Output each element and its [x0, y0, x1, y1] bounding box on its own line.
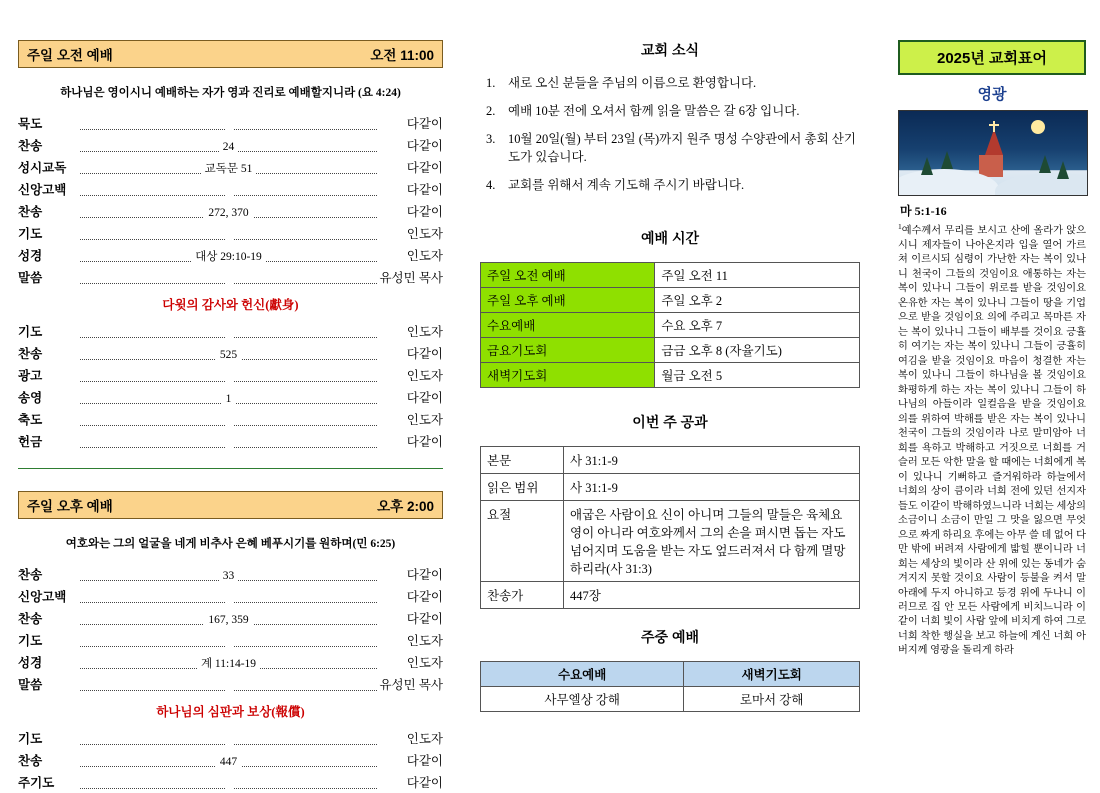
table-row	[18, 320, 443, 342]
table-row	[18, 408, 443, 430]
snow-hill-right	[995, 173, 1088, 196]
table-row	[18, 430, 443, 452]
table-row	[18, 695, 443, 727]
news-number: 1.	[486, 76, 496, 90]
afternoon-service-verse: 여호와는 그의 얼굴을 네게 비추사 은혜 베푸시기를 원하며(민 6:25)	[65, 538, 396, 550]
order-who: 유성민 목사	[379, 678, 443, 692]
motto-banner: 2025년 교회표어	[898, 40, 1086, 75]
column-services	[18, 40, 443, 793]
midweek-title: 주중 예배	[641, 628, 699, 645]
lesson-value: 사 31:1-9	[564, 446, 860, 473]
order-detail	[80, 112, 377, 134]
table-row	[481, 287, 860, 312]
order-label: 성경	[18, 656, 43, 670]
news-text: 10월 20일(월) 부터 23일 (목)까지 원주 명성 수양관에서 총회 산기도가 있습니다.	[508, 131, 856, 165]
scripture-text	[898, 222, 1086, 659]
order-label: 찬송	[18, 347, 43, 361]
table-row	[481, 686, 860, 711]
order-detail: 525	[80, 342, 377, 364]
table-row	[18, 342, 443, 364]
moon-icon	[1031, 120, 1045, 134]
table-row	[481, 581, 860, 608]
order-detail: 1	[80, 386, 377, 408]
midweek-value: 사무엘상 강해	[481, 686, 684, 711]
lesson-title: 이번 주 공과	[632, 413, 708, 430]
winter-church-illustration	[898, 110, 1088, 196]
news-number: 4.	[486, 178, 496, 192]
column-news	[480, 40, 860, 712]
order-who: 인도자	[406, 732, 443, 746]
scripture-reference: 마 5:1-16	[900, 204, 947, 218]
order-detail	[80, 629, 377, 651]
worship-times-title: 예배 시간	[641, 229, 699, 246]
lesson-value: 사 31:1-9	[564, 473, 860, 500]
scripture-body: 입을 열어 가르쳐 이르시되 심령이 가난한 자는 복이 있나니 천국이 그들의 것임이요 애통하는 자는 복이 있나니 그들이 위로를 받을 것임이요 온유한 자는 복이 있나니 그들이 땅을 기업으로 받을 것임이요 의에 주리고 목마른 자는 복이 있나니 그들이 배부를 것이요 긍휼히 여기는 자는 복이 있나니 그들이 긍휼히 여김을 받을 것임이요 마음이 청결한 자는 복이 있나니 그들이 하나님을 볼 것임이요 화평하게 하는 자는 복이 있나니 그들이 하나님의 아들이라 일컬음을 받을 것임이요 의를 위하여 박해를 받은 자는 복이 있나니 천국이 그들의 것임이라 나로 말미암아 너희를 욕하고 박해하고 거짓으로 너희를 거슬러 모든 악한 말을 할 때에는 너희에게 복이 있나니 기뻐하고 즐거워하라 하늘에서 너희의 상이 큼이라 너희 전에 있던 선지자들도 이같이 박해하였느니라 너희는 세상의 소금이니 소금이 만일 그 맛을 잃으면 무엇으로 짜게 하리요 후에는 아무 쓸 데 없어 다만 밖에 버려져 사람에게 밟힐 뿐이니라 너희는 세상의 빛이라 산 위에 있는 동네가 숨겨지지 못할 것이요 사람이 등불을 켜서 말 아래에 두지 아니하고 등경 위에 두나니 이러므로 집 안 모든 사람에게 비치느니라 이같이 너희 빛이 사람 앞에 비치게 하여 그로 너희 착한 행실을 보고 하늘에 계신 너희 아버지께 영광을 돌리게 하라	[898, 239, 1086, 657]
order-label: 성시교독	[18, 161, 67, 175]
order-label: 찬송	[18, 568, 43, 582]
table-row	[18, 156, 443, 178]
table-row	[18, 749, 443, 771]
order-label: 찬송	[18, 612, 43, 626]
news-number: 3.	[486, 131, 496, 146]
order-who: 다같이	[406, 117, 443, 131]
verse-number: 1	[898, 222, 902, 231]
order-who: 다같이	[406, 612, 443, 626]
order-label: 성경	[18, 249, 43, 263]
order-detail	[80, 430, 377, 452]
lesson-value: 447장	[564, 581, 860, 608]
order-detail: 33	[80, 563, 377, 585]
table-row	[18, 386, 443, 408]
order-detail	[80, 408, 377, 430]
order-detail	[80, 364, 377, 386]
table-row	[18, 112, 443, 134]
order-detail: 교독문 51	[80, 156, 377, 178]
order-who: 다같이	[406, 183, 443, 197]
order-label: 찬송	[18, 205, 43, 219]
order-who: 인도자	[406, 656, 443, 670]
list-item	[486, 74, 860, 93]
table-row	[18, 134, 443, 156]
order-label: 찬송	[18, 139, 43, 153]
table-row	[18, 629, 443, 651]
order-who: 인도자	[406, 325, 443, 339]
order-label: 기도	[18, 732, 43, 746]
afternoon-sermon-title: 하나님의 심판과 보상(報償)	[156, 705, 305, 719]
church-body-shape	[979, 155, 1003, 177]
afternoon-order-table	[18, 563, 443, 793]
table-row	[18, 200, 443, 222]
table-row	[18, 651, 443, 673]
lesson-value: 애굽은 사람이요 신이 아니며 그들의 말들은 육체요 영이 아니라 여호와께서 그의 손을 펴시면 돕는 자도 넘어지며 도움을 받는 자도 엎드러져서 다 함께 멸망하리라(사 31:3)	[564, 500, 860, 581]
order-who: 인도자	[406, 227, 443, 241]
news-text: 새로 오신 분들을 주님의 이름으로 환영합니다.	[508, 76, 757, 90]
cross-icon	[993, 121, 995, 132]
news-list	[480, 74, 860, 195]
midweek-value: 로마서 강해	[684, 686, 860, 711]
order-who: 다같이	[406, 139, 443, 153]
order-detail: 447	[80, 749, 377, 771]
order-detail: 167, 359	[80, 607, 377, 629]
tree-icon	[1057, 161, 1069, 179]
table-row	[481, 661, 860, 686]
table-row	[481, 262, 860, 287]
table-row	[18, 288, 443, 320]
worship-name: 새벽기도회	[481, 362, 655, 387]
table-row	[18, 364, 443, 386]
order-label: 말씀	[18, 271, 43, 285]
church-steeple-shape	[985, 129, 1003, 155]
order-detail	[80, 585, 377, 607]
lesson-key: 본문	[481, 446, 564, 473]
order-label: 주기도	[18, 776, 55, 790]
worship-name: 주일 오전 예배	[481, 262, 655, 287]
midweek-header: 수요예배	[481, 661, 684, 686]
worship-time: 금금 오후 8 (자율기도)	[655, 337, 860, 362]
tree-icon	[1039, 155, 1051, 173]
lesson-key: 읽은 범위	[481, 473, 564, 500]
table-row	[18, 563, 443, 585]
order-who: 인도자	[406, 249, 443, 263]
order-who: 다같이	[406, 391, 443, 405]
order-label: 기도	[18, 325, 43, 339]
order-who: 인도자	[406, 413, 443, 427]
worship-time: 주일 오전 11	[655, 262, 860, 287]
worship-time: 주일 오후 2	[655, 287, 860, 312]
news-title: 교회 소식	[641, 42, 699, 58]
afternoon-service-header	[18, 491, 443, 519]
cross-icon-bar	[989, 124, 999, 126]
order-who: 유성민 목사	[379, 271, 443, 285]
scripture-head: 예수께서 무리를 보시고 산에 올라가 앉으시니 제자들이 나아온지라	[898, 225, 1086, 251]
news-text: 예배 10분 전에 오셔서 함께 읽을 말씀은 갈 6장 입니다.	[508, 103, 800, 118]
tree-icon	[941, 151, 953, 169]
morning-service-title: 주일 오전 예배	[27, 48, 113, 63]
order-detail	[80, 178, 377, 200]
table-row	[18, 673, 443, 695]
afternoon-service-section	[18, 491, 443, 793]
order-who: 다같이	[406, 590, 443, 604]
lesson-key: 요절	[481, 500, 564, 581]
order-detail	[80, 266, 377, 288]
worship-name: 수요예배	[481, 312, 655, 337]
order-who: 다같이	[406, 347, 443, 361]
order-who: 다같이	[406, 161, 443, 175]
table-row	[18, 727, 443, 749]
motto-subtitle: 영광	[977, 86, 1007, 103]
worship-times-table	[480, 262, 860, 388]
order-label: 기도	[18, 227, 43, 241]
table-row	[18, 585, 443, 607]
lesson-table	[480, 446, 860, 609]
table-row	[481, 337, 860, 362]
order-who: 다같이	[406, 754, 443, 768]
table-row	[481, 312, 860, 337]
order-label: 광고	[18, 369, 43, 383]
order-detail: 24	[80, 134, 377, 156]
morning-sermon-title: 다윗의 감사와 헌신(獻身)	[162, 298, 299, 312]
table-row	[18, 244, 443, 266]
afternoon-service-title: 주일 오후 예배	[27, 499, 113, 514]
order-detail	[80, 320, 377, 342]
morning-order-table	[18, 112, 443, 452]
order-detail	[80, 222, 377, 244]
worship-name: 금요기도회	[481, 337, 655, 362]
tree-icon	[921, 157, 933, 175]
worship-time: 월금 오전 5	[655, 362, 860, 387]
news-text: 교회를 위해서 계속 기도해 주시기 바랍니다.	[508, 178, 745, 192]
news-number: 2.	[486, 103, 496, 118]
table-row	[18, 266, 443, 288]
order-detail: 계 11:14-19	[80, 651, 377, 673]
table-row	[481, 500, 860, 581]
order-who: 다같이	[406, 776, 443, 790]
worship-name: 주일 오후 예배	[481, 287, 655, 312]
column-motto	[898, 40, 1086, 659]
order-label: 신앙고백	[18, 590, 67, 604]
order-label: 신앙고백	[18, 183, 67, 197]
midweek-header: 새벽기도회	[684, 661, 860, 686]
lesson-key: 찬송가	[481, 581, 564, 608]
order-detail: 대상 29:10-19	[80, 244, 377, 266]
table-row	[481, 473, 860, 500]
afternoon-service-time: 오후 2:00	[377, 499, 434, 514]
list-item	[486, 102, 860, 121]
order-label: 축도	[18, 413, 43, 427]
midweek-table	[480, 661, 860, 712]
table-row	[481, 362, 860, 387]
worship-time: 수요 오후 7	[655, 312, 860, 337]
order-detail: 272, 370	[80, 200, 377, 222]
section-divider	[18, 468, 443, 469]
list-item	[486, 130, 860, 168]
order-who: 인도자	[406, 369, 443, 383]
morning-service-verse: 하나님은 영이시니 예배하는 자가 영과 진리로 예배할지니라 (요 4:24)	[60, 87, 401, 99]
morning-service-header	[18, 40, 443, 68]
order-detail	[80, 673, 377, 695]
order-who: 인도자	[406, 634, 443, 648]
order-label: 기도	[18, 634, 43, 648]
morning-service-time: 오전 11:00	[370, 48, 434, 63]
table-row	[18, 222, 443, 244]
order-label: 묵도	[18, 117, 43, 131]
table-row	[18, 771, 443, 793]
order-who: 다같이	[406, 435, 443, 449]
order-detail	[80, 727, 377, 749]
order-label: 말씀	[18, 678, 43, 692]
table-row	[18, 178, 443, 200]
table-row	[18, 607, 443, 629]
order-label: 헌금	[18, 435, 43, 449]
order-label: 송영	[18, 391, 43, 405]
list-item	[486, 176, 860, 195]
order-detail	[80, 771, 377, 793]
table-row	[481, 446, 860, 473]
order-who: 다같이	[406, 568, 443, 582]
order-label: 찬송	[18, 754, 43, 768]
order-who: 다같이	[406, 205, 443, 219]
